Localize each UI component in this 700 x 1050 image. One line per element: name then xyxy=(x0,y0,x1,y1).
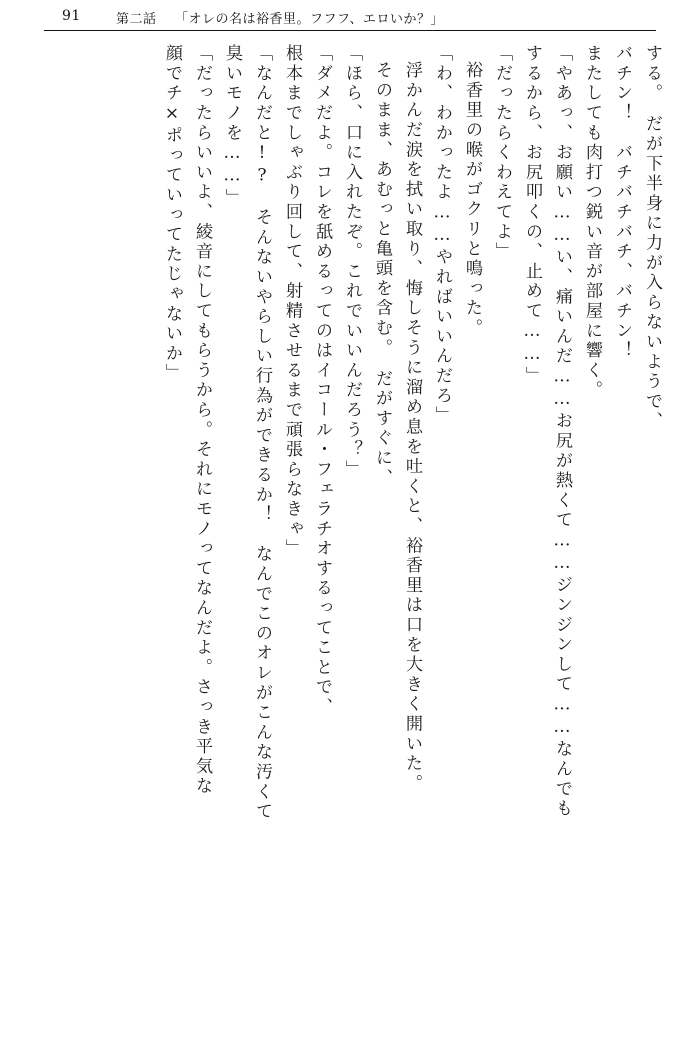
chapter-title: 「オレの名は裕香里。フフフ、エロいか？」 xyxy=(175,12,444,27)
text-line: またしても肉打つ鋭い音が部屋に響く。 xyxy=(582,44,602,401)
text-line: 裕香里の喉がゴクリと鳴った。 xyxy=(462,61,482,339)
header-divider xyxy=(44,30,656,31)
text-line: 臭いモノを……」 xyxy=(222,44,242,208)
text-line: バチン！ バチバチバチ、バチン！ xyxy=(612,44,632,361)
text-line: 浮かんだ涙を拭い取り、悔しそうに溜め息を吐くと、裕香里は口を大きく開いた。 xyxy=(402,61,422,794)
text-line: 「ほら、口に入れたぞ。これでいいんだろう？」 xyxy=(342,44,362,480)
text-line: 顔でチ×ポっていってたじゃないか」 xyxy=(162,44,182,384)
chapter-label: 第二話 xyxy=(116,12,157,27)
body-text xyxy=(40,44,660,1024)
text-line: 「だったらいいよ、綾音にしてもらうから。それにモノってなんだよ。さっき平気な xyxy=(192,44,212,797)
page-number: 91 xyxy=(62,8,81,24)
text-line: 「やあっ、お願い……い、痛いんだ……お尻が熱くて……ジンジンして……なんでも xyxy=(552,44,572,819)
text-line: 根本までしゃぶり回して、射精させるまで頑張らなきゃ」 xyxy=(282,44,302,559)
text-line: 「だったらくわえてよ」 xyxy=(492,44,512,262)
text-line: するから、お尻叩くの、止めて……」 xyxy=(522,44,542,387)
text-line: そのまま、あむっと亀頭を含む。 だがすぐに、 xyxy=(372,61,392,488)
text-line: する。 だが下半身に力が入らないようで、 xyxy=(642,44,662,432)
text-line: 「わ、わかったよ……やればいいんだろ」 xyxy=(432,44,452,426)
text-line: 「なんだと!? そんないやらしい行為ができるか！ なんでこのオレがこんな汚くて xyxy=(252,44,272,822)
text-line: 「ダメだよ。コレを舐めるってのはイコール・フェラチオするってことで、 xyxy=(312,44,332,718)
